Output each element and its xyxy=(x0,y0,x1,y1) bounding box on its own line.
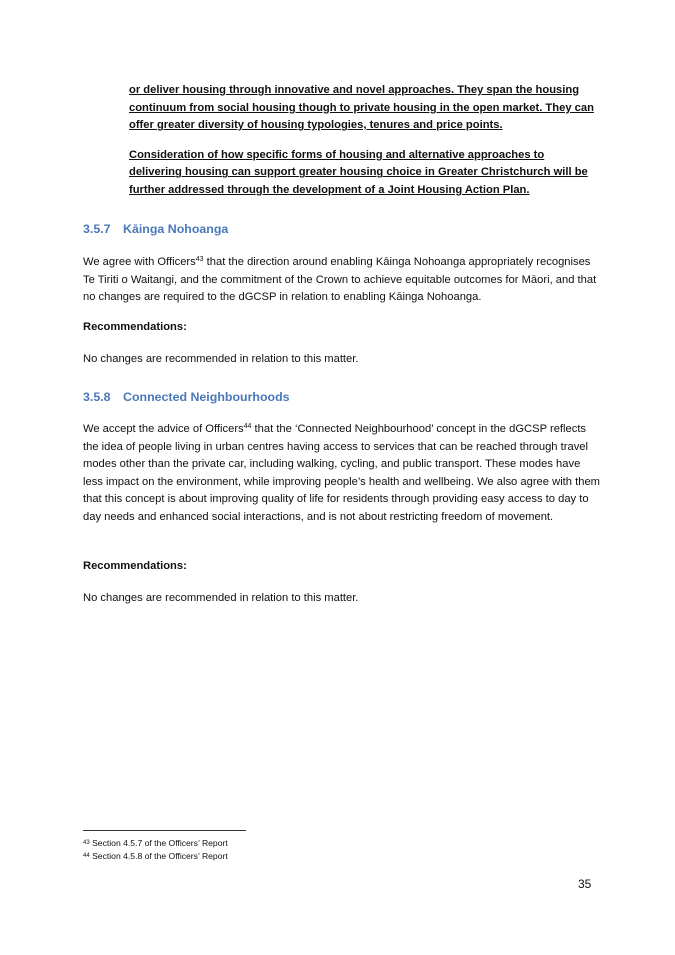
section-heading-358 xyxy=(83,390,290,404)
section-number: 3.5.7 xyxy=(83,222,111,236)
recommendation-text: No changes are recommended in relation to this matter. xyxy=(83,592,359,604)
section-title: Kāinga Nohoanga xyxy=(123,222,229,236)
footnote-text: Section 4.5.8 of the Officers’ Report xyxy=(89,851,228,861)
section-title: Connected Neighbourhoods xyxy=(123,390,290,404)
footnote-44 xyxy=(83,850,228,862)
paragraph-text: We accept the advice of Officers xyxy=(83,423,244,435)
footnote-reference[interactable]: 43 xyxy=(195,256,204,263)
paragraph-text: We agree with Officers xyxy=(83,256,196,268)
footnote-reference[interactable]: 44 xyxy=(243,423,252,430)
paragraph-text: that the direction around enabling Kāinga Nohoanga appropriately recognises Te Tiriti o Waitangi, and the commitment of the Crown to achieve equitable outcomes for Māori, and that no changes are required to the dGCSP in relation to enabling Kāinga Nohoanga. xyxy=(83,256,597,304)
page-number: 35 xyxy=(578,877,592,891)
recommendations-heading: Recommendations: xyxy=(83,560,187,572)
footnote-separator xyxy=(83,830,246,831)
footnote-43 xyxy=(83,837,228,849)
section-357-paragraph xyxy=(83,254,603,307)
intro-underlined-block xyxy=(129,82,599,200)
footnote-mark: 43 xyxy=(83,840,90,846)
intro-paragraph-1: or deliver housing through innovative and novel approaches. They span the housing continuum from social housing though to private housing in the open market. They can offer greater diversity of housing typologies, tenures and price points. xyxy=(129,84,594,132)
intro-paragraph-2: Consideration of how specific forms of housing and alternative approaches to delivering housing can support greater housing choice in Greater Christchurch will be further addressed through the development of a Joint Housing Action Plan. xyxy=(129,148,588,196)
paragraph-text: that the ‘Connected Neighbourhood’ concept in the dGCSP reflects the idea of people living in urban centres having access to services that can be reached through travel modes other than the private car, including walking, cycling, and public transport. These modes have less impact on the environment, while improving people’s health and wellbeing. We also agree with them that this concept is about improving quality of life for residents through providing easy access to day to day needs and enhanced social interactions, and is not about restricting freedom of movement. xyxy=(83,423,600,523)
footnote-text: Section 4.5.7 of the Officers’ Report xyxy=(89,838,228,848)
section-heading-357 xyxy=(83,222,228,236)
recommendations-heading: Recommendations: xyxy=(83,321,187,333)
footnote-mark: 44 xyxy=(83,853,90,859)
section-358-paragraph xyxy=(83,421,603,527)
section-number: 3.5.8 xyxy=(83,390,111,404)
recommendation-text: No changes are recommended in relation to this matter. xyxy=(83,353,359,365)
